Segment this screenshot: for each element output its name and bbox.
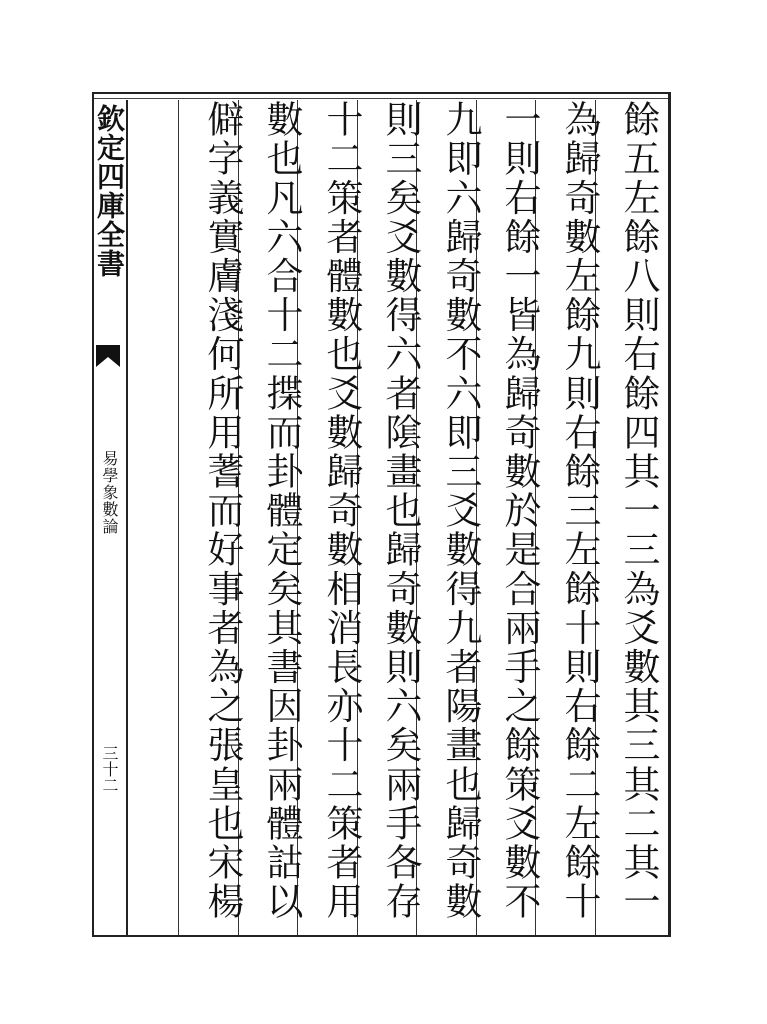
text-column-6: 十二策者體數也爻數歸奇數相消長亦十二策者用 <box>320 100 363 922</box>
text-column-7: 數也凡六合十二揲而卦體定矣其書因卦兩體詁以 <box>260 100 303 922</box>
page-number: 三十二 <box>100 745 119 793</box>
series-title: 欽定四庫全書 <box>93 104 126 278</box>
text-column-4: 九即六歸奇數不六即三爻數得九者陽畫也歸奇數 <box>439 100 482 922</box>
fishtail-mark-icon <box>96 345 120 367</box>
text-column-3: 一則右餘一皆為歸奇數於是合兩手之餘策爻數不 <box>498 100 541 922</box>
book-title: 易學象數論 <box>100 450 119 535</box>
column-rule <box>178 100 179 935</box>
text-column-2: 為歸奇數左餘九則右餘三左餘十則右餘二左餘十 <box>558 100 601 922</box>
text-column-1: 餘五左餘八則右餘四其一三為爻數其三其二其一 <box>617 100 660 922</box>
text-column-8: 僻字義實膚淺何所用蓍而好事者為之張皇也宋楊 <box>201 100 244 922</box>
text-column-5: 則三矣爻數得六者隂畫也歸奇數則六矣兩手各存 <box>379 100 422 922</box>
frame-bottom-border <box>92 935 670 937</box>
frame-top-border <box>92 92 670 99</box>
frame-right-border <box>668 92 671 937</box>
